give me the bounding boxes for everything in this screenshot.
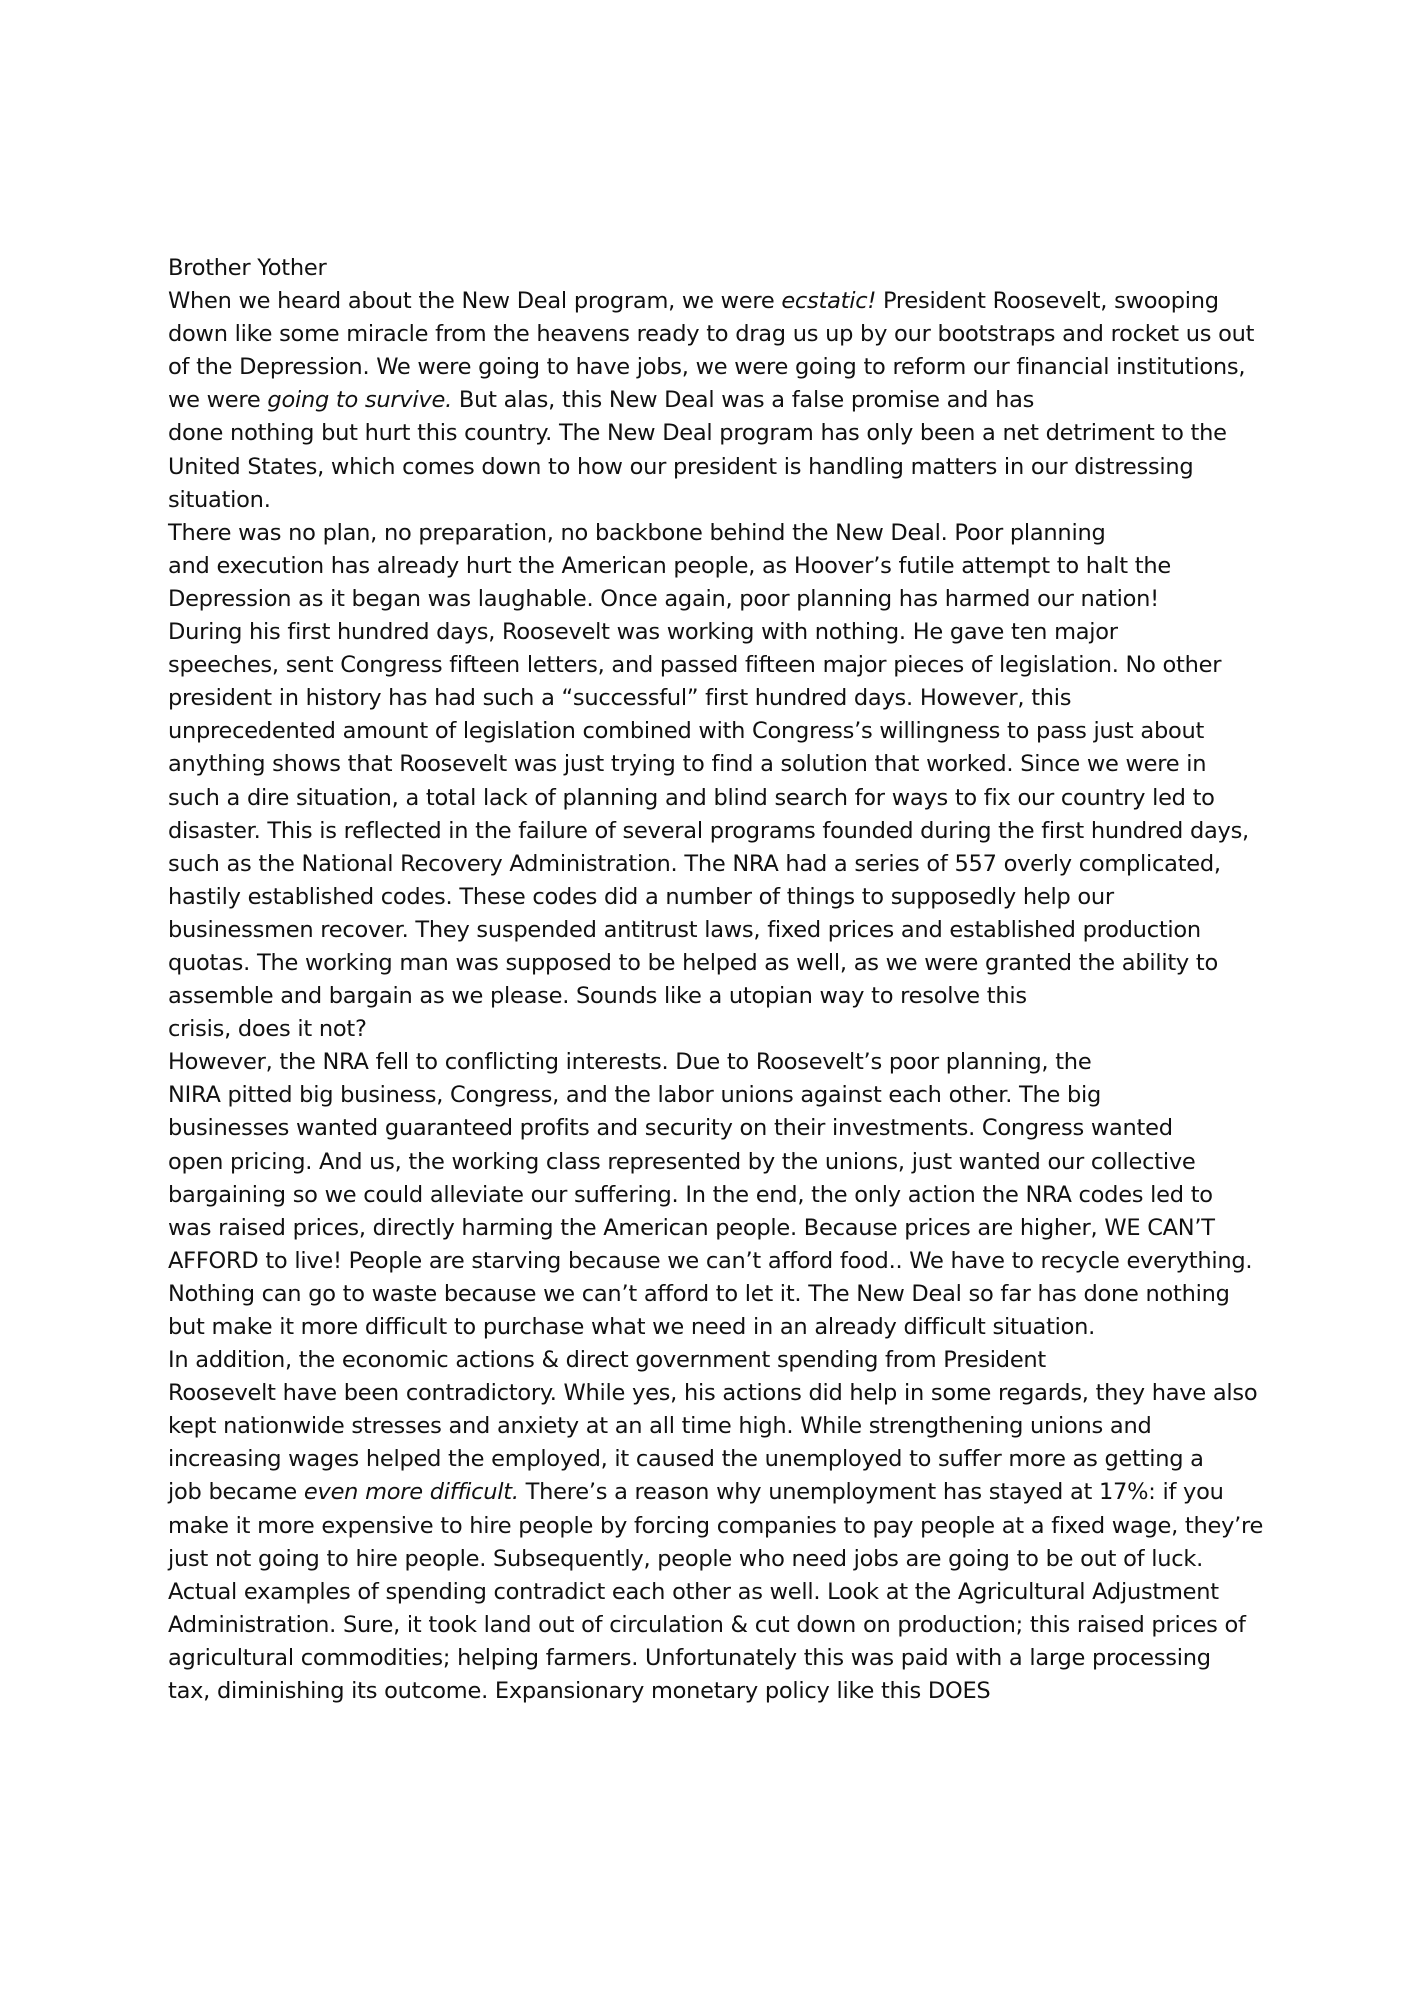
text-run: Administration. Sure, it took land out of circulation & cut down on production; this raised prices of — [168, 1611, 1246, 1638]
text-line — [168, 1179, 1268, 1212]
text-run: we were — [168, 387, 268, 414]
text-run: down like some miracle from the heavens ready to drag us up by our bootstraps and rocket us out — [168, 321, 1255, 348]
text-run: bargaining so we could alleviate our suffering. In the end, the only action the NRA codes led to — [168, 1181, 1213, 1208]
text-run: situation. — [168, 486, 271, 513]
text-run: There’s a reason why unemployment has stayed at 17%: if you — [518, 1479, 1224, 1506]
text-line — [168, 1278, 1268, 1311]
text-line — [168, 682, 1268, 715]
text-line — [168, 848, 1268, 881]
text-line — [168, 285, 1268, 318]
text-run: businessmen recover. They suspended antitrust laws, fixed prices and established production — [168, 916, 1201, 943]
text-line — [168, 1476, 1268, 1509]
emphasized-text: even more difficult. — [303, 1479, 519, 1506]
text-line — [168, 649, 1268, 682]
text-run: done nothing but hurt this country. The New Deal program has only been a net detriment to the — [168, 420, 1227, 447]
document-body — [168, 285, 1268, 1708]
text-run: speeches, sent Congress fifteen letters, and passed fifteen major pieces of legislation. No other — [168, 652, 1222, 679]
text-run: anything shows that Roosevelt was just trying to find a solution that worked. Since we were in — [168, 751, 1207, 778]
document-heading: Brother Yother — [168, 255, 327, 281]
text-run: president in history has had such a “successful” first hundred days. However, this — [168, 685, 1072, 712]
text-run: but make it more difficult to purchase what we need in an already difficult situation. — [168, 1314, 1096, 1340]
text-run: Roosevelt have been contradictory. While yes, his actions did help in some regards, they have also — [168, 1380, 1258, 1407]
text-run: There was no plan, no preparation, no backbone behind the New Deal. Poor planning — [168, 519, 1106, 546]
text-run: United States, which comes down to how our president is handling matters in our distressing — [168, 453, 1194, 480]
text-run: was raised prices, directly harming the American people. Because prices are higher, WE CAN’T — [168, 1214, 1215, 1241]
text-line — [168, 1146, 1268, 1179]
text-run: NIRA pitted big business, Congress, and the labor unions against each other. The big — [168, 1082, 1102, 1109]
text-run: businesses wanted guaranteed profits and security on their investments. Congress wanted — [168, 1115, 1173, 1142]
text-line — [168, 550, 1268, 583]
text-run: crisis, does it not? — [168, 1016, 367, 1043]
text-line — [168, 1410, 1268, 1443]
text-run: When we heard about the New Deal program, we were — [168, 288, 782, 315]
text-run: Actual examples of spending contradict each other as well. Look at the Agricultural Adjustment — [168, 1578, 1219, 1605]
text-line — [168, 1013, 1268, 1046]
text-run: such a dire situation, a total lack of planning and blind search for ways to fix our country led to — [168, 784, 1215, 811]
text-line — [168, 1443, 1268, 1476]
text-line — [168, 1212, 1268, 1245]
text-run: make it more expensive to hire people by forcing companies to pay people at a fixed wage, they’re — [168, 1512, 1264, 1539]
text-line — [168, 748, 1268, 781]
text-run: job became — [168, 1479, 304, 1506]
text-run: kept nationwide stresses and anxiety at an all time high. While strengthening unions and — [168, 1413, 1152, 1440]
text-run: agricultural commodities; helping farmers. Unfortunately this was paid with a large processing — [168, 1644, 1211, 1671]
text-line — [168, 914, 1268, 947]
text-run: of the Depression. We were going to have jobs, we were going to reform our financial institutions, — [168, 354, 1246, 381]
text-line — [168, 980, 1268, 1013]
text-run: such as the National Recovery Administration. The NRA had a series of 557 overly complicated, — [168, 850, 1221, 877]
text-run: Nothing can go to waste because we can’t afford to let it. The New Deal so far has done nothing — [168, 1280, 1230, 1307]
text-run: just not going to hire people. Subsequently, people who need jobs are going to be out of luck. — [168, 1545, 1204, 1572]
text-line — [168, 1609, 1268, 1642]
text-line — [168, 417, 1268, 450]
text-line — [168, 484, 1268, 517]
text-run: tax, diminishing its outcome. Expansionary monetary policy like this DOES — [168, 1678, 991, 1705]
text-run: President Roosevelt, swooping — [876, 288, 1219, 315]
text-line — [168, 1510, 1268, 1543]
text-line — [168, 318, 1268, 351]
text-line — [168, 815, 1268, 848]
text-run: AFFORD to live! People are starving because we can’t afford food.. We have to recycle everything. — [168, 1247, 1253, 1274]
text-run: In addition, the economic actions & direct government spending from President — [168, 1347, 1047, 1374]
text-line — [168, 1642, 1268, 1675]
text-line — [168, 1675, 1268, 1708]
text-line — [168, 384, 1268, 417]
text-run: Depression as it began was laughable. Once again, poor planning has harmed our nation! — [168, 585, 1159, 612]
text-line — [168, 351, 1268, 384]
text-line — [168, 1576, 1268, 1609]
text-line — [168, 782, 1268, 815]
text-line — [168, 881, 1268, 914]
text-line — [168, 517, 1268, 550]
text-line — [168, 1543, 1268, 1576]
text-run: and execution has already hurt the American people, as Hoover’s futile attempt to halt the — [168, 552, 1171, 579]
text-line — [168, 616, 1268, 649]
document-page — [168, 252, 1268, 1708]
text-line — [168, 1079, 1268, 1112]
text-line — [168, 1344, 1268, 1377]
text-run: hastily established codes. These codes did a number of things to supposedly help our — [168, 883, 1114, 910]
text-line — [168, 1311, 1268, 1344]
text-run: assemble and bargain as we please. Sounds like a utopian way to resolve this — [168, 983, 1027, 1010]
text-line — [168, 451, 1268, 484]
text-run: disaster. This is reflected in the failure of several programs founded during the first hundred days, — [168, 817, 1249, 844]
text-run: increasing wages helped the employed, it caused the unemployed to suffer more as getting a — [168, 1446, 1204, 1473]
emphasized-text: going to survive. — [267, 387, 453, 414]
text-run: unprecedented amount of legislation combined with Congress’s willingness to pass just about — [168, 718, 1205, 745]
text-run: However, the NRA fell to conflicting interests. Due to Roosevelt’s poor planning, the — [168, 1049, 1092, 1076]
text-line — [168, 583, 1268, 616]
text-run: quotas. The working man was supposed to be helped as well, as we were granted the ability to — [168, 949, 1218, 976]
text-line — [168, 947, 1268, 980]
text-line — [168, 1112, 1268, 1145]
emphasized-text: ecstatic! — [781, 288, 877, 315]
text-run: During his first hundred days, Roosevelt was working with nothing. He gave ten major — [168, 619, 1118, 646]
text-line — [168, 715, 1268, 748]
text-line — [168, 1377, 1268, 1410]
text-line — [168, 1245, 1268, 1278]
text-run: But alas, this New Deal was a false promise and has — [452, 387, 1035, 414]
text-run: open pricing. And us, the working class represented by the unions, just wanted our collective — [168, 1148, 1196, 1175]
text-line — [168, 1046, 1268, 1079]
